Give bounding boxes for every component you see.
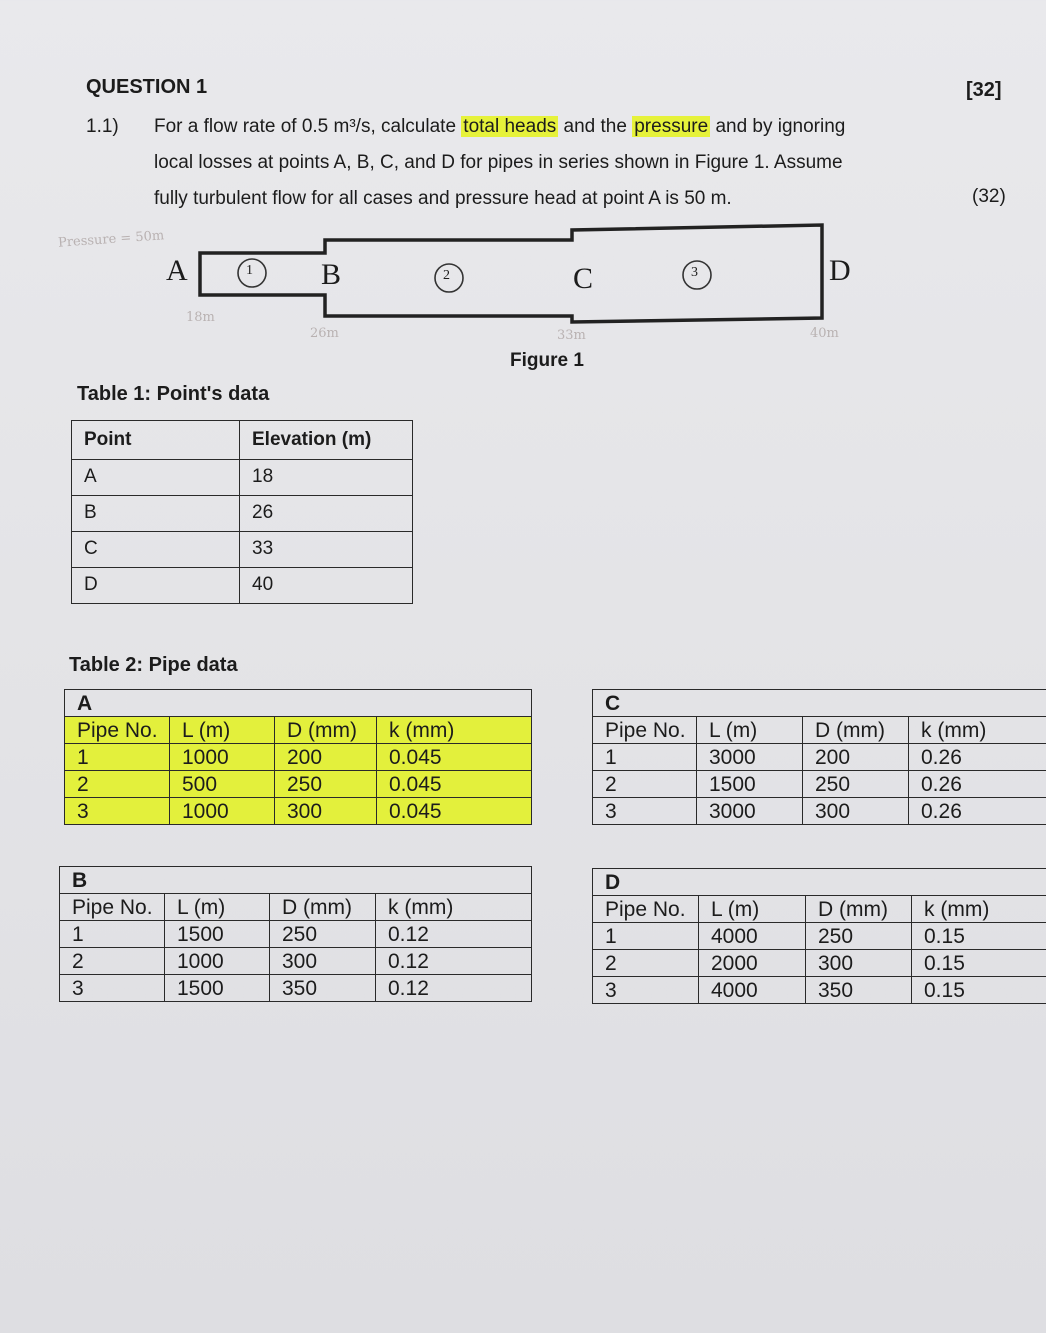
length-cell: 1000: [170, 744, 275, 771]
header-roughness: k (mm): [377, 717, 532, 744]
roughness-cell: 0.15: [912, 950, 1046, 977]
header-length: L (m): [170, 717, 275, 744]
point-label-a: A: [166, 254, 188, 287]
point-label-d: D: [829, 254, 851, 287]
pipe-no-cell: 3: [593, 977, 699, 1004]
length-cell: 4000: [699, 977, 806, 1004]
table-header-row: [593, 896, 1046, 923]
diameter-cell: 300: [803, 798, 909, 825]
table-header-row: [65, 717, 532, 744]
pencil-note-elev-a: 18m: [186, 310, 215, 325]
table-row: [65, 744, 532, 771]
table-row: [72, 532, 413, 568]
pipe-no-cell: 2: [65, 771, 170, 798]
table-row: [593, 977, 1046, 1004]
header-diameter: D (mm): [806, 896, 912, 923]
pipe-outline: [200, 225, 822, 322]
point-cell: B: [72, 496, 240, 532]
pipe-no-cell: 2: [60, 948, 165, 975]
length-cell: 1500: [697, 771, 803, 798]
sub-question-number: 1.1): [86, 116, 119, 137]
table-row: [60, 975, 532, 1002]
diameter-cell: 300: [275, 798, 377, 825]
point-label-c: C: [573, 262, 594, 295]
diameter-cell: 200: [275, 744, 377, 771]
pipe-no-cell: 3: [60, 975, 165, 1002]
question-line-1: [154, 116, 845, 138]
pipe-no-cell: 3: [593, 798, 697, 825]
length-cell: 1000: [165, 948, 270, 975]
diameter-cell: 250: [275, 771, 377, 798]
roughness-cell: 0.15: [912, 977, 1046, 1004]
table-row: [593, 950, 1046, 977]
pencil-note-elev-d: 40m: [810, 326, 839, 341]
header-diameter: D (mm): [275, 717, 377, 744]
diameter-cell: 350: [806, 977, 912, 1004]
length-cell: 1500: [165, 975, 270, 1002]
roughness-cell: 0.26: [909, 744, 1046, 771]
elevation-cell: 26: [240, 496, 413, 532]
table2-caption: Table 2: Pipe data: [69, 654, 238, 676]
table-row: [593, 923, 1046, 950]
roughness-cell: 0.26: [909, 798, 1046, 825]
roughness-cell: 0.12: [376, 921, 532, 948]
header-pipe-no: Pipe No.: [593, 717, 697, 744]
roughness-cell: 0.26: [909, 771, 1046, 798]
table-row: [60, 948, 532, 975]
pipe-table-d: [592, 868, 1046, 1004]
header-diameter: D (mm): [270, 894, 376, 921]
question-title: QUESTION 1: [86, 76, 208, 98]
table-row: [60, 921, 532, 948]
elevation-cell: 33: [240, 532, 413, 568]
header-roughness: k (mm): [376, 894, 532, 921]
pipe-no-cell: 1: [65, 744, 170, 771]
pipe-no-cell: 2: [593, 771, 697, 798]
pipe-number-2: 2: [443, 268, 450, 283]
table-row: [72, 496, 413, 532]
question-text-segment: and by ignoring: [715, 116, 846, 137]
highlighted-pressure: pressure: [634, 116, 709, 137]
pipe-no-cell: 1: [593, 923, 699, 950]
pipe-no-cell: 1: [60, 921, 165, 948]
roughness-cell: 0.15: [912, 923, 1046, 950]
length-cell: 4000: [699, 923, 806, 950]
pipe-table-b: [59, 866, 532, 1002]
points-table: [71, 420, 413, 604]
pipe-number-3: 3: [691, 265, 698, 280]
header-length: L (m): [165, 894, 270, 921]
table-row: [72, 568, 413, 604]
header-length: L (m): [697, 717, 803, 744]
elevation-cell: 40: [240, 568, 413, 604]
header-pipe-no: Pipe No.: [593, 896, 699, 923]
diameter-cell: 200: [803, 744, 909, 771]
table-row: [65, 798, 532, 825]
roughness-cell: 0.12: [376, 948, 532, 975]
table1-caption: Table 1: Point's data: [77, 383, 270, 405]
diameter-cell: 350: [270, 975, 376, 1002]
header-pipe-no: Pipe No.: [60, 894, 165, 921]
group-label-c: C: [593, 690, 1046, 717]
diameter-cell: 250: [803, 771, 909, 798]
group-label-b: B: [60, 867, 532, 894]
table-row: [72, 460, 413, 496]
point-cell: A: [72, 460, 240, 496]
point-label-b: B: [321, 258, 342, 291]
pipe-no-cell: 2: [593, 950, 699, 977]
sub-question-marks: (32): [972, 186, 1006, 207]
point-cell: C: [72, 532, 240, 568]
diameter-cell: 250: [270, 921, 376, 948]
question-text-segment: and the: [563, 116, 627, 137]
elevation-cell: 18: [240, 460, 413, 496]
group-label-d: D: [593, 869, 1046, 896]
table-header-row: [593, 717, 1046, 744]
pipe-no-cell: 3: [65, 798, 170, 825]
pipe-no-cell: 1: [593, 744, 697, 771]
roughness-cell: 0.045: [377, 744, 532, 771]
table-header-row: [72, 421, 413, 460]
question-marks: [32]: [966, 79, 1002, 101]
length-cell: 2000: [699, 950, 806, 977]
pipe-number-1: 1: [246, 263, 253, 278]
question-text-segment: For a flow rate of 0.5 m³/s, calculate: [154, 116, 457, 137]
pencil-note-elev-b: 26m: [310, 326, 339, 341]
table-row: [65, 771, 532, 798]
header-point: Point: [72, 421, 240, 460]
pipe-table-c: [592, 689, 1046, 825]
roughness-cell: 0.045: [377, 798, 532, 825]
question-line-3: fully turbulent flow for all cases and pressure head at point A is 50 m.: [154, 188, 732, 209]
length-cell: 1500: [165, 921, 270, 948]
pencil-note-elev-c: 33m: [557, 328, 586, 343]
length-cell: 3000: [697, 744, 803, 771]
table-row: [593, 771, 1046, 798]
table-row: [593, 798, 1046, 825]
roughness-cell: 0.045: [377, 771, 532, 798]
highlighted-total-heads: total heads: [463, 116, 557, 137]
header-pipe-no: Pipe No.: [65, 717, 170, 744]
figure-caption: Figure 1: [510, 350, 584, 371]
group-label-a: A: [65, 690, 532, 717]
header-length: L (m): [699, 896, 806, 923]
diameter-cell: 300: [270, 948, 376, 975]
roughness-cell: 0.12: [376, 975, 532, 1002]
point-cell: D: [72, 568, 240, 604]
question-line-2: local losses at points A, B, C, and D for pipes in series shown in Figure 1. Assume: [154, 152, 843, 173]
header-diameter: D (mm): [803, 717, 909, 744]
diameter-cell: 300: [806, 950, 912, 977]
header-elevation: Elevation (m): [240, 421, 413, 460]
pencil-note-pressure: Pressure = 50m: [57, 228, 165, 251]
pipe-table-a: [64, 689, 532, 825]
header-roughness: k (mm): [909, 717, 1046, 744]
header-roughness: k (mm): [912, 896, 1046, 923]
table-header-row: [60, 894, 532, 921]
length-cell: 1000: [170, 798, 275, 825]
length-cell: 3000: [697, 798, 803, 825]
table-row: [593, 744, 1046, 771]
length-cell: 500: [170, 771, 275, 798]
diameter-cell: 250: [806, 923, 912, 950]
